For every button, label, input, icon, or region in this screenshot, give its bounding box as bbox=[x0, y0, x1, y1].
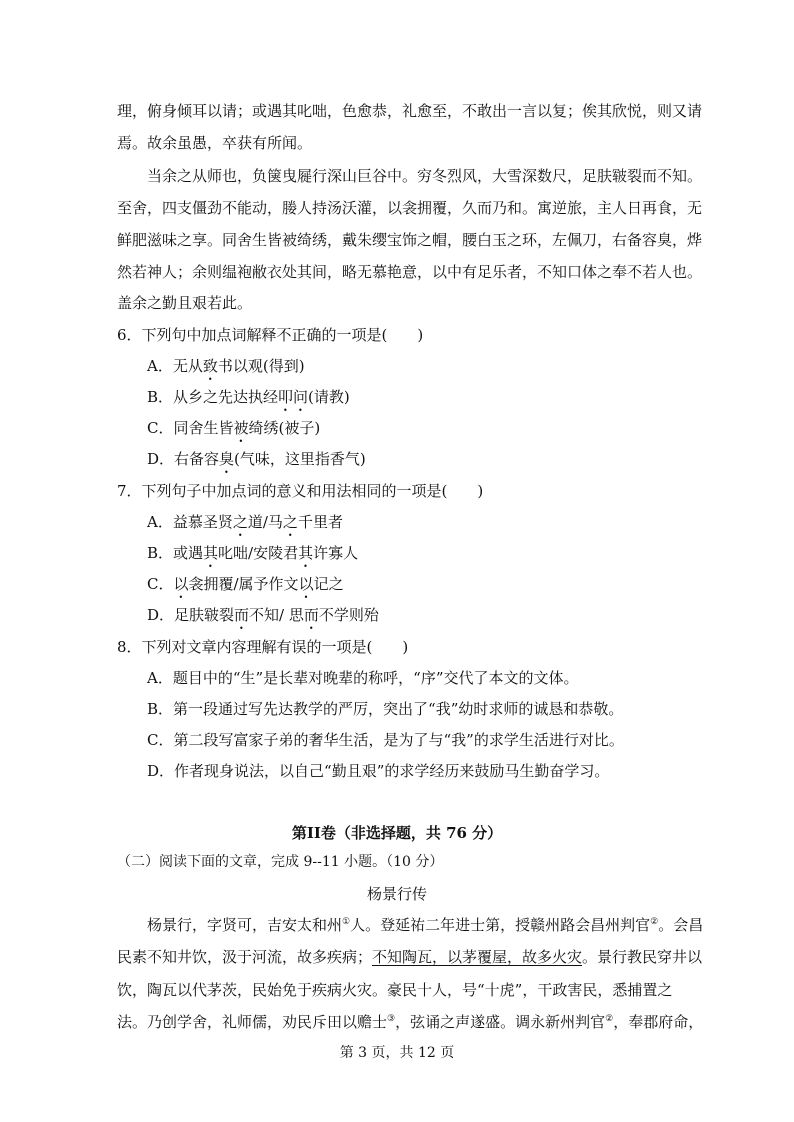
option-text: 许寡人 bbox=[313, 544, 359, 562]
option-text: A．益慕圣贤 bbox=[147, 513, 233, 531]
dotted-word: 而 bbox=[303, 606, 319, 624]
passage-line-3: 当余之从师也，负箧曳屣行深山巨谷中。穷冬烈风，大雪深数尺，足肤皲裂而不知。 bbox=[147, 167, 703, 185]
footnote-marker: ② bbox=[605, 1014, 614, 1024]
option-text: 不学则殆 bbox=[318, 606, 379, 624]
footnote-marker: ① bbox=[342, 917, 351, 927]
question-8-option-c: C．第二段写富家子弟的奢华生活，是为了与“我”的求学生活进行对比。 bbox=[147, 731, 624, 749]
dotted-word: 之 bbox=[232, 513, 248, 531]
question-8-option-b: B．第一段通过写先达教学的严厉，突出了“我”幼时求师的诚恳和恭敬。 bbox=[147, 700, 624, 718]
dotted-word: 之 bbox=[282, 513, 298, 531]
dotted-word: 其 bbox=[203, 544, 219, 562]
article-text: 杨景行，字贤可，吉安太和州 bbox=[147, 916, 343, 934]
option-text: 不知/ 思 bbox=[249, 606, 304, 624]
passage-line-5: 鲜肥滋味之享。同舍生皆被绮绣，戴朱缨宝饰之帽，腰白玉之环，左佩刀，右备容臭，烨 bbox=[117, 231, 703, 249]
option-text: D．右备容 bbox=[147, 450, 220, 468]
question-7-option-a bbox=[147, 512, 343, 540]
passage-line-4: 至舍，四支僵劲不能动，媵人持汤沃灌，以衾拥覆，久而乃和。寓逆旅，主人日再食，无 bbox=[117, 199, 703, 217]
passage-line-1: 理，俯身倾耳以请；或遇其叱咄，色愈恭，礼愈至，不敢出一言以复；俟其欣悦，则又请 bbox=[117, 102, 703, 120]
option-text: 记之 bbox=[313, 575, 344, 593]
article-line-2 bbox=[117, 947, 702, 967]
question-8-option-a: A．题目中的“生”是长辈对晚辈的称呼，“序”交代了本文的文体。 bbox=[147, 669, 579, 687]
question-6-option-a bbox=[147, 356, 305, 384]
dotted-word: 致 bbox=[202, 357, 218, 375]
option-text: (请教) bbox=[308, 388, 350, 406]
passage-line-6: 然若神人；余则缊袍敝衣处其间，略无慕艳意，以中有足乐者，不知口体之奉不若人也。 bbox=[117, 263, 703, 281]
page-number: 第 3 页，共 12 页 bbox=[339, 1045, 455, 1061]
question-8-option-d: D．作者现身说法，以自己“勤且艰”的求学经历来鼓励马生勤奋学习。 bbox=[147, 762, 610, 780]
article-text: 。景行教民穿井以 bbox=[582, 948, 703, 966]
option-text: 书以观(得到) bbox=[217, 357, 305, 375]
dotted-word: 而 bbox=[234, 606, 250, 624]
question-7-option-b bbox=[147, 543, 358, 571]
passage-line-7: 盖余之勤且艰若此。 bbox=[117, 294, 253, 312]
option-text: B．从乡之先达执经 bbox=[147, 388, 279, 406]
option-text: (气味，这里指香气) bbox=[234, 450, 366, 468]
section-instruction: （二）阅读下面的文章，完成 9--11 小题。（10 分） bbox=[117, 854, 444, 870]
option-text: 绮绣(被子) bbox=[248, 419, 321, 437]
part-heading: 第II卷（非选择题，共 76 分） bbox=[291, 824, 503, 842]
dotted-word: 以 bbox=[298, 575, 314, 593]
question-6-option-c bbox=[147, 418, 320, 446]
dotted-word: 叩问 bbox=[278, 388, 309, 406]
option-text: 叱咄/安陵君 bbox=[218, 544, 299, 562]
option-text: C．同舍生皆 bbox=[147, 419, 234, 437]
article-text: 法。乃创学舍，礼师儒，劝民斥田以赡士 bbox=[117, 1013, 388, 1031]
question-6-stem: 6．下列句中加点词解释不正确的一项是( ) bbox=[117, 326, 424, 344]
option-text: 衾拥覆/属予作文 bbox=[188, 575, 299, 593]
dotted-word: 以 bbox=[173, 575, 189, 593]
article-line-4 bbox=[117, 1012, 703, 1032]
article-line-3: 饮，陶瓦以代茅茨，民始免于疾病火灾。豪民十人，号“十虎”，干政害民，悉捕置之 bbox=[117, 981, 673, 999]
footnote-marker: ② bbox=[650, 917, 659, 927]
option-text: 千里者 bbox=[297, 513, 343, 531]
article-text: ，奉郡府命， bbox=[613, 1013, 704, 1031]
underlined-sentence: 不知陶瓦，以茅覆屋，故多火灾 bbox=[372, 948, 583, 966]
footnote-marker: ③ bbox=[387, 1014, 396, 1024]
option-text: 道/马 bbox=[247, 513, 283, 531]
question-8-stem: 8．下列对文章内容理解有误的一项是( ) bbox=[117, 638, 409, 656]
option-text: D．足肤皲裂 bbox=[147, 606, 235, 624]
passage-line-2: 焉。故余虽愚，卒获有所闻。 bbox=[117, 134, 313, 152]
option-text: C． bbox=[147, 575, 174, 593]
article-text: 民素不知井饮，汲于河流，故多疾病； bbox=[117, 948, 373, 966]
dotted-word: 其 bbox=[298, 544, 314, 562]
question-6-option-b bbox=[147, 387, 350, 415]
article-text: 人。登延祐二年进士第，授赣州路会昌州判官 bbox=[350, 916, 651, 934]
option-text: B．或遇 bbox=[147, 544, 204, 562]
article-title: 杨景行传 bbox=[366, 885, 427, 903]
question-7-option-d bbox=[147, 605, 379, 633]
question-7-stem: 7．下列句子中加点词的意义和用法相同的一项是( ) bbox=[117, 482, 484, 500]
option-text: A．无从 bbox=[147, 357, 203, 375]
article-line-1 bbox=[147, 915, 703, 935]
article-text: ，弦诵之声遂盛。调永新州判官 bbox=[395, 1013, 606, 1031]
question-6-option-d bbox=[147, 449, 366, 477]
dotted-word: 被 bbox=[233, 419, 249, 437]
question-7-option-c bbox=[147, 574, 344, 602]
dotted-word: 臭 bbox=[219, 450, 235, 468]
article-text: 。会昌 bbox=[658, 916, 704, 934]
